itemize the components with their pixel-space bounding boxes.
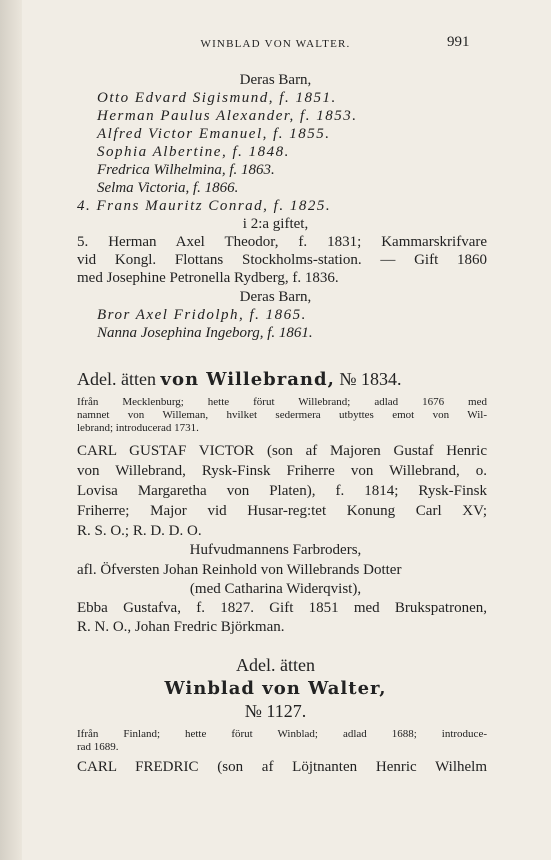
body-line: von Willebrand, Rysk-Finsk Friherre von Willebrand, o. <box>77 463 487 479</box>
body-line: Hufvudmannens Farbroders, <box>189 542 362 558</box>
intro-line: Ifrån Mecklenburg; hette förut Willebrand; adlad 1676 med <box>77 396 487 408</box>
child-entry: Bror Axel Fridolph, f. 1865. <box>97 307 307 323</box>
children-heading: Deras Barn, <box>239 72 312 88</box>
child-entry: Otto Edvard Sigismund, f. 1851. <box>97 90 337 106</box>
marriage-note: i 2:a giftet, <box>242 216 309 232</box>
child-entry: Fredrica Wilhelmina, f. 1863. <box>97 162 275 178</box>
section-heading-winblad-family: Winblad von Walter, <box>164 678 387 699</box>
section-heading-winblad-number: № 1127. <box>244 701 307 721</box>
heading-prefix: Adel. ätten <box>77 369 156 389</box>
child-entry: Nanna Josephina Ingeborg, f. 1861. <box>97 325 313 341</box>
intro-line: lebrand; introducerad 1731. <box>77 422 199 434</box>
body-line: Ebba Gustafva, f. 1827. Gift 1851 med Brukspatronen, <box>77 600 487 616</box>
section-heading-winblad-prefix: Adel. ätten <box>236 655 315 675</box>
body-line: afl. Öfversten Johan Reinhold von Willebrands Dotter <box>77 562 402 578</box>
child-entry: Sophia Albertine, f. 1848. <box>97 144 290 160</box>
body-line: (med Catharina Widerqvist), <box>189 581 362 597</box>
running-header: WINBLAD VON WALTER. <box>200 38 351 50</box>
heading-family: von Willebrand, <box>160 369 335 390</box>
body-line: Lovisa Margaretha von Platen), f. 1814; Rysk-Finsk <box>77 483 487 499</box>
intro-line: Ifrån Finland; hette förut Winblad; adlad 1688; introduce- <box>77 728 487 740</box>
person-entry: 5. Herman Axel Theodor, f. 1831; Kammarskrifvare <box>77 234 487 250</box>
person-entry-cont: vid Kongl. Flottans Stockholms-station. — Gift 1860 <box>77 252 487 268</box>
child-entry: Alfred Victor Emanuel, f. 1855. <box>97 126 331 142</box>
section-heading-willebrand <box>77 369 402 390</box>
person-entry-cont: med Josephine Petronella Rydberg, f. 1836. <box>77 270 339 286</box>
body-line: Friherre; Major vid Husar-reg:tet Konung Carl XV; <box>77 503 487 519</box>
binding-gutter <box>0 0 22 860</box>
body-line: R. N. O., Johan Fredric Björkman. <box>77 619 285 635</box>
child-entry: Herman Paulus Alexander, f. 1853. <box>97 108 358 124</box>
person-entry: 4. Frans Mauritz Conrad, f. 1825. <box>77 198 332 214</box>
child-entry: Selma Victoria, f. 1866. <box>97 180 239 196</box>
children-heading: Deras Barn, <box>239 289 312 305</box>
page-number: 991 <box>447 34 470 50</box>
intro-line: namnet von Willeman, hvilket sedermera utbyttes emot von Wil- <box>77 409 487 421</box>
intro-line: rad 1689. <box>77 741 119 753</box>
heading-number: № 1834. <box>339 369 402 389</box>
body-line: R. S. O.; R. D. D. O. <box>77 523 202 539</box>
body-line: CARL FREDRIC (son af Löjtnanten Henric Wilhelm <box>77 759 487 775</box>
body-line: CARL GUSTAF VICTOR (son af Majoren Gustaf Henric <box>77 443 487 459</box>
